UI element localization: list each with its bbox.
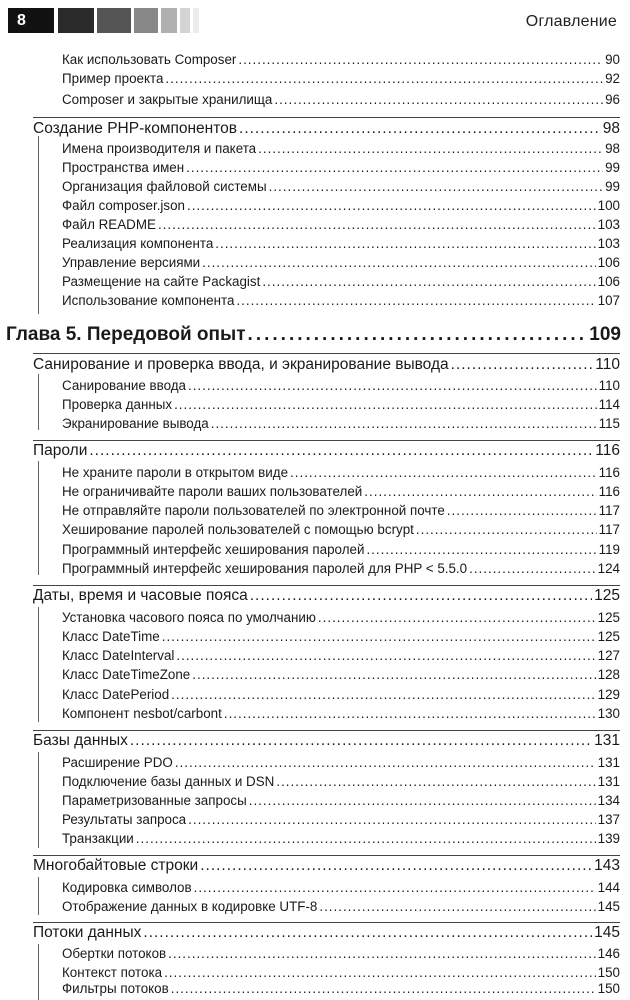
toc-entry-page: 92 xyxy=(605,71,620,86)
toc-entry[interactable] xyxy=(62,71,620,89)
toc-entry-page: 116 xyxy=(598,484,620,499)
toc-entry[interactable] xyxy=(62,629,620,647)
toc-entry[interactable] xyxy=(62,503,620,521)
section-rule xyxy=(38,607,39,722)
toc-entry-page: 99 xyxy=(605,160,620,175)
toc-leader-dots xyxy=(269,179,604,194)
toc-leader-dots xyxy=(130,732,592,750)
toc-entry-page: 145 xyxy=(597,899,620,914)
table-of-contents xyxy=(0,36,630,1000)
toc-entry[interactable] xyxy=(62,293,620,311)
toc-leader-dots xyxy=(165,71,603,86)
toc-section-page: 145 xyxy=(594,924,620,941)
toc-entry-title: Параметризованные запросы xyxy=(62,793,247,808)
toc-entry-page: 98 xyxy=(605,141,620,156)
toc-section-page: 143 xyxy=(594,857,620,874)
toc-leader-dots xyxy=(319,899,595,914)
toc-entry[interactable] xyxy=(62,687,620,705)
toc-entry-title: Класс DateInterval xyxy=(62,648,175,663)
toc-entry-title: Программный интерфейс хеширования паролей для PHP < 5.5.0 xyxy=(62,561,468,576)
toc-entry-page: 131 xyxy=(597,755,620,770)
decor-bar xyxy=(134,8,158,33)
toc-entry-page: 134 xyxy=(597,793,620,808)
toc-entry-title: Класс DateTime xyxy=(62,629,160,644)
toc-entry-page: 144 xyxy=(597,880,620,895)
toc-leader-dots xyxy=(202,255,596,270)
toc-entry[interactable] xyxy=(62,755,620,773)
toc-entry[interactable] xyxy=(62,981,620,999)
toc-leader-dots xyxy=(238,52,603,67)
toc-entry[interactable] xyxy=(62,255,620,273)
toc-entry-page: 107 xyxy=(597,293,620,308)
toc-section-page: 98 xyxy=(602,120,620,137)
toc-entry-title: Класс DatePeriod xyxy=(62,687,170,702)
toc-entry-title: Пример проекта xyxy=(62,71,164,86)
toc-entry-page: 110 xyxy=(598,378,620,393)
toc-leader-dots xyxy=(451,356,594,374)
toc-section-page: 110 xyxy=(595,356,620,373)
toc-entry-title: Организация файловой системы xyxy=(62,179,267,194)
toc-entry[interactable] xyxy=(62,52,620,70)
section-divider xyxy=(33,585,620,586)
toc-entry[interactable] xyxy=(62,706,620,724)
toc-leader-dots xyxy=(469,561,596,576)
toc-entry[interactable] xyxy=(62,484,620,502)
toc-entry-title: Отображение данных в кодировке UTF-8 xyxy=(62,899,318,914)
toc-entry[interactable] xyxy=(62,397,620,415)
toc-section[interactable] xyxy=(33,732,620,753)
toc-section-title: Санирование и проверка ввода, и экранирование вывода xyxy=(33,356,449,373)
toc-entry-page: 103 xyxy=(597,217,620,232)
toc-entry[interactable] xyxy=(62,141,620,159)
toc-leader-dots xyxy=(174,397,597,412)
toc-entry[interactable] xyxy=(62,522,620,540)
toc-entry-page: 139 xyxy=(597,831,620,846)
toc-leader-dots xyxy=(416,522,597,537)
toc-entry-title: Не ограничивайте пароли ваших пользователей xyxy=(62,484,363,499)
toc-section[interactable] xyxy=(33,356,620,377)
toc-leader-dots xyxy=(274,92,603,107)
toc-entry-title: Контекст потока xyxy=(62,965,163,980)
toc-leader-dots xyxy=(262,274,595,289)
toc-leader-dots xyxy=(188,812,596,827)
decor-bar xyxy=(161,8,177,33)
toc-entry-page: 124 xyxy=(597,561,620,576)
page-number: 8 xyxy=(8,8,54,33)
toc-leader-dots xyxy=(239,120,601,138)
toc-entry-page: 131 xyxy=(597,774,620,789)
toc-leader-dots xyxy=(366,542,596,557)
toc-entry-title: Composer и закрытые хранилища xyxy=(62,92,273,107)
toc-entry-page: 106 xyxy=(597,274,620,289)
toc-entry-page: 106 xyxy=(597,255,620,270)
toc-entry[interactable] xyxy=(62,198,620,216)
toc-leader-dots xyxy=(168,946,596,961)
toc-entry-title: Проверка данных xyxy=(62,397,173,412)
toc-leader-dots xyxy=(176,648,595,663)
toc-entry[interactable] xyxy=(62,217,620,235)
toc-leader-dots xyxy=(187,198,596,213)
toc-entry-page: 117 xyxy=(598,503,620,518)
toc-entry-title: Как использовать Composer xyxy=(62,52,237,67)
toc-entry-page: 125 xyxy=(597,610,620,625)
toc-leader-dots xyxy=(250,587,592,605)
toc-entry-title: Файл README xyxy=(62,217,156,232)
toc-entry[interactable] xyxy=(62,561,620,579)
toc-section-title: Потоки данных xyxy=(33,924,142,941)
toc-entry[interactable] xyxy=(62,667,620,685)
toc-leader-dots xyxy=(211,416,597,431)
toc-section-title: Даты, время и часовые пояса xyxy=(33,587,248,604)
decor-bar xyxy=(58,8,94,33)
toc-entry-page: 137 xyxy=(597,812,620,827)
toc-leader-dots xyxy=(171,687,595,702)
toc-leader-dots xyxy=(258,141,603,156)
section-divider xyxy=(33,855,620,856)
toc-entry-page: 96 xyxy=(605,92,620,107)
section-rule xyxy=(38,944,39,1000)
toc-leader-dots xyxy=(192,667,595,682)
toc-leader-dots xyxy=(136,831,596,846)
toc-section-title: Пароли xyxy=(33,442,88,459)
toc-leader-dots xyxy=(186,160,603,175)
toc-entry-title: Кодировка символов xyxy=(62,880,192,895)
toc-leader-dots xyxy=(248,324,588,346)
section-divider xyxy=(33,117,620,118)
toc-entry-title: Пространства имен xyxy=(62,160,185,175)
toc-entry-page: 115 xyxy=(598,416,620,431)
toc-entry[interactable] xyxy=(62,831,620,849)
toc-section[interactable] xyxy=(33,857,620,878)
toc-entry-page: 130 xyxy=(597,706,620,721)
toc-entry-page: 103 xyxy=(597,236,620,251)
section-rule xyxy=(38,752,39,848)
toc-entry-page: 99 xyxy=(605,179,620,194)
toc-entry[interactable] xyxy=(62,610,620,628)
toc-section-title: Многобайтовые строки xyxy=(33,857,199,874)
toc-entry-title: Использование компонента xyxy=(62,293,235,308)
toc-leader-dots xyxy=(171,981,596,996)
toc-entry-title: Установка часового пояса по умолчанию xyxy=(62,610,316,625)
toc-section[interactable] xyxy=(33,442,620,463)
toc-leader-dots xyxy=(89,442,593,460)
section-rule xyxy=(38,877,39,915)
section-rule xyxy=(38,374,39,430)
toc-entry-page: 128 xyxy=(597,667,620,682)
toc-entry-title: Санирование ввода xyxy=(62,378,186,393)
toc-leader-dots xyxy=(200,857,592,875)
toc-leader-dots xyxy=(215,236,595,251)
toc-section-title: Создание PHP-компонентов xyxy=(33,120,238,137)
toc-leader-dots xyxy=(276,774,595,789)
decor-bar xyxy=(180,8,190,33)
toc-chapter-page: 109 xyxy=(589,324,621,345)
section-rule xyxy=(38,461,39,575)
toc-entry-title: Размещение на сайте Packagist xyxy=(62,274,261,289)
toc-leader-dots xyxy=(162,629,596,644)
toc-entry-title: Не храните пароли в открытом виде xyxy=(62,465,289,480)
toc-entry-title: Управление версиями xyxy=(62,255,201,270)
toc-entry-page: 125 xyxy=(597,629,620,644)
toc-section-title: Базы данных xyxy=(33,732,128,749)
toc-entry-page: 117 xyxy=(598,522,620,537)
toc-entry[interactable] xyxy=(62,416,620,434)
toc-section[interactable] xyxy=(33,924,620,945)
toc-entry-page: 119 xyxy=(598,542,620,557)
toc-entry-title: Подключение базы данных и DSN xyxy=(62,774,275,789)
toc-section[interactable] xyxy=(33,120,620,141)
toc-leader-dots xyxy=(175,755,596,770)
toc-chapter-title: Глава 5. Передовой опыт xyxy=(6,324,246,345)
toc-entry[interactable] xyxy=(62,160,620,178)
toc-entry-page: 146 xyxy=(597,946,620,961)
toc-section-page: 131 xyxy=(594,732,620,749)
toc-leader-dots xyxy=(364,484,596,499)
toc-leader-dots xyxy=(158,217,596,232)
toc-entry[interactable] xyxy=(62,236,620,254)
toc-entry-page: 150 xyxy=(597,965,620,980)
toc-section-page: 116 xyxy=(595,442,620,459)
toc-entry-page: 116 xyxy=(598,465,620,480)
toc-leader-dots xyxy=(447,503,597,518)
toc-entry-page: 100 xyxy=(597,198,620,213)
section-divider xyxy=(33,353,620,354)
decor-bar xyxy=(97,8,131,33)
toc-leader-dots xyxy=(249,793,596,808)
toc-entry-title: Файл composer.json xyxy=(62,198,185,213)
toc-entry[interactable] xyxy=(62,179,620,197)
toc-entry[interactable] xyxy=(62,648,620,666)
toc-leader-dots xyxy=(290,465,597,480)
toc-leader-dots xyxy=(318,610,596,625)
toc-entry-title: Компонент nesbot/carbont xyxy=(62,706,222,721)
toc-leader-dots xyxy=(236,293,595,308)
toc-section[interactable] xyxy=(33,587,620,608)
toc-entry-title: Программный интерфейс хеширования паролей xyxy=(62,542,365,557)
section-rule xyxy=(38,136,39,314)
toc-entry-title: Расширение PDO xyxy=(62,755,173,770)
toc-entry[interactable] xyxy=(62,542,620,560)
toc-leader-dots xyxy=(194,880,596,895)
page-header xyxy=(0,0,630,36)
toc-entry-title: Имена производителя и пакета xyxy=(62,141,257,156)
toc-entry[interactable] xyxy=(62,774,620,792)
running-title: Оглавление xyxy=(525,13,617,30)
toc-entry-page: 90 xyxy=(605,52,620,67)
toc-entry[interactable] xyxy=(62,946,620,964)
toc-leader-dots xyxy=(224,706,596,721)
toc-leader-dots xyxy=(143,924,592,942)
toc-entry-page: 127 xyxy=(597,648,620,663)
toc-entry-title: Результаты запроса xyxy=(62,812,187,827)
toc-entry-title: Транзакции xyxy=(62,831,134,846)
toc-entry[interactable] xyxy=(62,274,620,292)
toc-entry-title: Обертки потоков xyxy=(62,946,167,961)
toc-entry[interactable] xyxy=(62,793,620,811)
toc-entry[interactable] xyxy=(62,899,620,917)
toc-entry-title: Класс DateTimeZone xyxy=(62,667,191,682)
toc-entry-title: Фильтры потоков xyxy=(62,981,169,996)
section-divider xyxy=(33,922,620,923)
toc-section-page: 125 xyxy=(594,587,620,604)
toc-entry[interactable] xyxy=(62,812,620,830)
toc-leader-dots xyxy=(188,378,597,393)
toc-entry-title: Хеширование паролей пользователей с помощью bcrypt xyxy=(62,522,414,537)
toc-entry[interactable] xyxy=(62,880,620,898)
toc-entry-page: 129 xyxy=(597,687,620,702)
toc-entry[interactable] xyxy=(62,378,620,396)
toc-entry-title: Не отправляйте пароли пользователей по электронной почте xyxy=(62,503,445,518)
toc-leader-dots xyxy=(164,965,596,980)
toc-entry[interactable] xyxy=(62,465,620,483)
toc-entry-title: Экранирование вывода xyxy=(62,416,209,431)
section-divider xyxy=(33,440,620,441)
toc-entry-page: 114 xyxy=(598,397,620,412)
section-divider xyxy=(33,730,620,731)
toc-entry-page: 150 xyxy=(597,981,620,996)
toc-entry[interactable] xyxy=(62,92,620,110)
toc-chapter[interactable] xyxy=(6,324,621,350)
toc-entry-title: Реализация компонента xyxy=(62,236,214,251)
decor-bar xyxy=(193,8,199,33)
